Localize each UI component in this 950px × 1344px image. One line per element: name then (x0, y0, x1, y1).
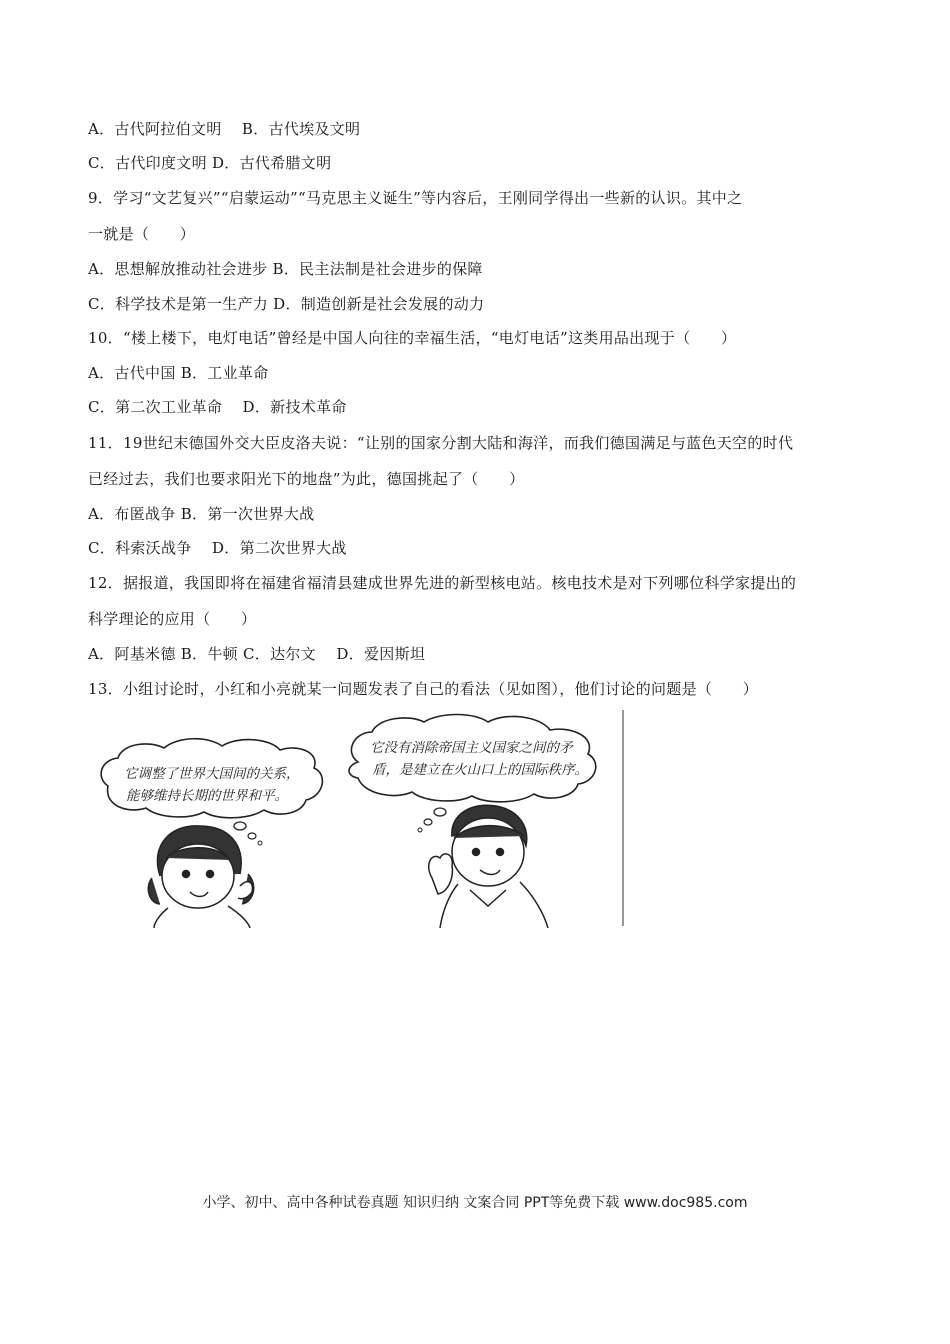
question-9-line-2: 一就是（ ） (88, 225, 196, 243)
option-line-8ab: A．古代阿拉伯文明 B．古代埃及文明 (88, 120, 361, 138)
question-12-line-1: 12．据报道，我国即将在福建省福清县建成世界先进的新型核电站。核电技术是对下列哪位科学家提出的 (88, 574, 797, 592)
option-line-9ab: A．思想解放推动社会进步 B．民主法制是社会进步的保障 (88, 260, 483, 278)
cartoon-figure (88, 708, 625, 928)
girl-bubble-line-1: 它调整了世界大国间的关系， (124, 766, 300, 782)
option-line-10cd: C．第二次工业革命 D．新技术革命 (88, 398, 347, 416)
page-footer: 小学、初中、高中各种试卷真题 知识归纳 文案合同 PPT等免费下载 www.doc985.com (202, 1195, 748, 1211)
question-11-line-1: 11．19世纪末德国外交大臣皮洛夫说：“让别的国家分割大陆和海洋，而我们德国满足与蓝色天空的时代 (88, 434, 794, 452)
option-line-9cd: C．科学技术是第一生产力 D．制造创新是社会发展的动力 (88, 295, 485, 313)
option-line-11cd: C．科索沃战争 D．第二次世界大战 (88, 539, 347, 557)
option-line-11ab: A．布匿战争 B．第一次世界大战 (88, 505, 315, 523)
option-line-12: A．阿基米德 B．牛顿 C．达尔文 D．爱因斯坦 (88, 645, 426, 663)
option-line-8cd: C．古代印度文明 D．古代希腊文明 (88, 154, 332, 172)
girl-illustration (148, 826, 253, 928)
boy-bubble-line-1: 它没有消除帝国主义国家之间的矛 (370, 740, 573, 756)
question-10: 10．“楼上楼下，电灯电话”曾经是中国人向往的幸福生活，“电灯电话”这类用品出现于（ ） (88, 329, 737, 347)
boy-bubble-line-2: 盾，是建立在火山口上的国际秩序。 (372, 762, 588, 778)
boy-illustration (429, 805, 548, 928)
girl-bubble-line-2: 能够维持长期的世界和平。 (126, 788, 288, 804)
question-11-line-2: 已经过去，我们也要求阳光下的地盘”为此，德国挑起了（ ） (88, 470, 525, 488)
question-13: 13．小组讨论时，小红和小亮就某一问题发表了自己的看法（见如图），他们讨论的问题是（ ） (88, 680, 759, 698)
option-line-10ab: A．古代中国 B．工业革命 (88, 364, 269, 382)
question-12-line-2: 科学理论的应用（ ） (88, 610, 257, 628)
question-9-line-1: 9．学习“文艺复兴”“启蒙运动”“马克思主义诞生”等内容后，王刚同学得出一些新的认识。其中之 (88, 189, 743, 207)
